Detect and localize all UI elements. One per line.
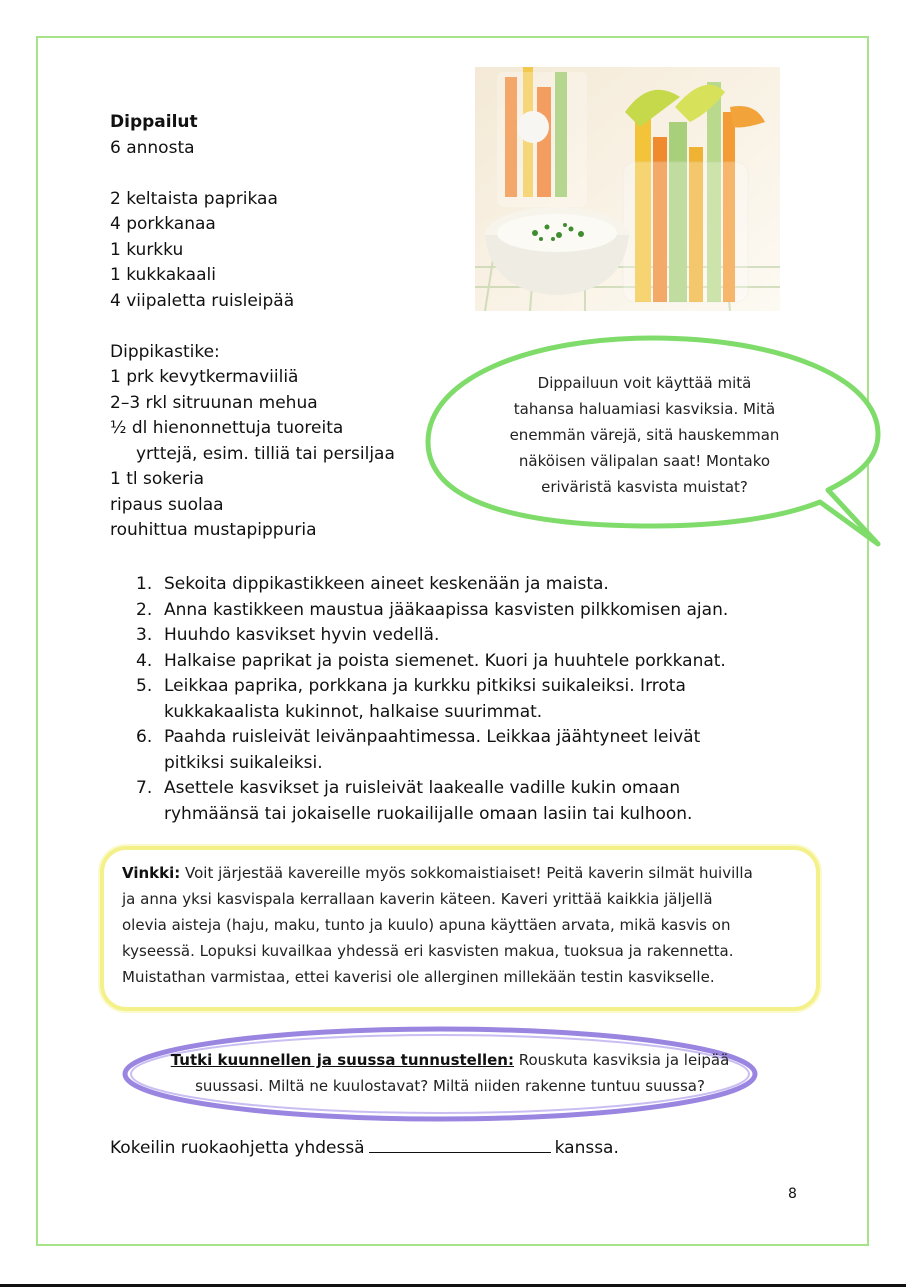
step-text: Paahda ruisleivät leivänpaahtimessa. Leikkaa jäähtyneet leivät (164, 727, 701, 747)
bubble-line: Dippailuun voit käyttää mitä (537, 374, 752, 392)
ingredient-item: 1 kukkakaali (110, 265, 216, 285)
bubble-line: tahansa haluamiasi kasviksia. Mitä (513, 400, 776, 418)
step-text: Halkaise paprikat ja poista siemenet. Kuori ja huuhtele porkkanat. (164, 650, 726, 671)
step-number: 5. (136, 676, 153, 696)
ingredient-item: 4 viipaletta ruisleipää (110, 290, 295, 311)
servings: 6 annosta (110, 137, 195, 158)
tip-text (122, 860, 802, 990)
fill-in-blank[interactable] (369, 1136, 551, 1153)
recipe-title: Dippailut (110, 112, 198, 132)
dip-title: Dippikastike: (110, 341, 220, 362)
tip-line: kyseessä. Lopuksi kuvailkaa yhdessä eri kasvisten makua, tuoksua ja rakennetta. (122, 942, 734, 960)
dip-ingredient: 1 tl sokeria (110, 469, 205, 489)
speech-bubble-text (482, 370, 807, 500)
bubble-line: enemmän värejä, sitä hauskemman (509, 426, 780, 444)
explore-line: suussasi. Miltä ne kuulostavat? Miltä niiden rakenne tuntuu suussa? (195, 1077, 705, 1095)
page-number: 8 (788, 1186, 797, 1202)
dip-ingredient: yrttejä, esim. tilliä tai persiljaa (136, 443, 395, 464)
explore-label: Tutki kuunnellen ja suussa tunnustellen: (170, 1051, 514, 1069)
tried-text: Kokeilin ruokaohjetta yhdessä (110, 1138, 365, 1158)
step-number: 7. (136, 778, 153, 798)
step-item (136, 623, 796, 649)
dip-ingredient: ½ dl hienonnettuja tuoreita (110, 418, 344, 438)
bubble-line: näköisen välipalan saat! Montako (518, 452, 771, 470)
step-number: 3. (136, 625, 153, 645)
dip-ingredient: 2–3 rkl sitruunan mehua (110, 392, 318, 413)
step-text: kukkakaalista kukinnot, halkaise suurimmat. (164, 701, 543, 722)
explore-line: Rouskuta kasviksia ja leipää (513, 1051, 730, 1069)
dip-ingredient: 1 prk kevytkermaviiliä (110, 367, 299, 387)
ingredients-column (110, 110, 440, 544)
step-number: 2. (136, 599, 153, 620)
tip-label: Vinkki: (122, 864, 181, 882)
step-text: Anna kastikkeen maustua jääkaapissa kasvisten pilkkomisen ajan. (164, 599, 729, 620)
step-item (136, 674, 796, 725)
step-text: ryhmäänsä tai jokaiselle ruokailijalle omaan lasiin tai kulhoon. (164, 803, 693, 824)
tip-line: Voit järjestää kavereille myös sokkomaistiaiset! Peitä kaverin silmät huivilla (180, 864, 753, 882)
dip-ingredient: ripaus suolaa (110, 494, 224, 515)
step-item (136, 572, 796, 598)
tip-line: ja anna yksi kasvispala kerrallaan kaverin käteen. Kaveri yrittää kaikkia jäljellä (122, 890, 713, 908)
ingredient-item: 1 kurkku (110, 239, 184, 260)
step-text: Huuhdo kasvikset hyvin vedellä. (164, 625, 440, 645)
bubble-line: eriväristä kasvista muistat? (541, 478, 748, 496)
explore-text (150, 1047, 750, 1099)
tip-line: Muistathan varmistaa, ettei kaverisi ole allerginen millekään testin kasvikselle. (122, 968, 715, 986)
step-text: Leikkaa paprika, porkkana ja kurkku pitkiksi suikaleiksi. Irrota (164, 676, 686, 696)
ingredient-item: 4 porkkanaa (110, 214, 216, 234)
step-text: Asettele kasvikset ja ruisleivät laakealle vadille kukin omaan (164, 778, 681, 798)
step-number: 4. (136, 650, 153, 671)
tip-line: olevia aisteja (haju, maku, tunto ja kuulo) apuna käyttäen arvata, mikä kasvis on (122, 916, 731, 934)
step-number: 1. (136, 574, 153, 594)
tried-with-line (110, 1136, 619, 1158)
step-item (136, 725, 796, 776)
step-item (136, 649, 796, 675)
step-number: 6. (136, 727, 153, 747)
dip-ingredient: rouhittua mustapippuria (110, 520, 317, 540)
step-text: Sekoita dippikastikkeen aineet keskenään ja maista. (164, 574, 609, 594)
ingredient-item: 2 keltaista paprikaa (110, 188, 278, 209)
tried-text-end: kanssa. (554, 1138, 619, 1158)
step-item (136, 598, 796, 624)
vegetable-photo (475, 67, 780, 311)
step-item (136, 776, 796, 827)
step-text: pitkiksi suikaleiksi. (164, 752, 323, 773)
instruction-steps (136, 572, 796, 827)
